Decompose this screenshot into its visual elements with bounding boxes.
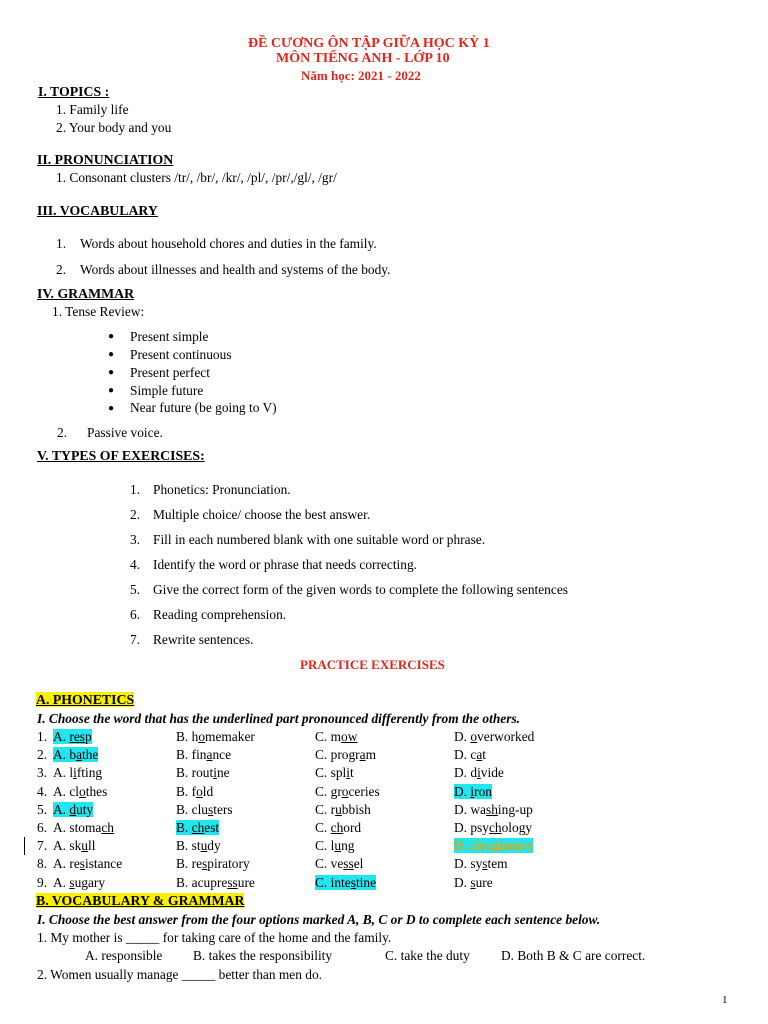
vocab-item-text: Words about illnesses and health and systems of the body. bbox=[80, 262, 391, 277]
page-number: 1 bbox=[722, 994, 728, 1006]
exercise-type-text: Reading comprehension. bbox=[153, 607, 287, 622]
option-d bbox=[454, 856, 508, 872]
pronunciation-item: 1. Consonant clusters /tr/, /br/, /kr/, /pl/, /pr/,/gl/, /gr/ bbox=[56, 170, 337, 185]
passive-voice: Passive voice. bbox=[87, 425, 163, 440]
option-d bbox=[454, 747, 486, 763]
exercise-type-number: 6. bbox=[130, 607, 141, 622]
document-title: ĐỀ CƯƠNG ÔN TẬP GIỮA HỌC KỲ 1 bbox=[248, 36, 490, 51]
question-number: 2. bbox=[37, 747, 48, 763]
tense-item: Present simple bbox=[130, 329, 209, 344]
underlined-sound: u bbox=[81, 838, 88, 854]
option-c bbox=[315, 856, 363, 872]
text-cursor bbox=[24, 837, 25, 855]
grammar-heading: IV. GRAMMAR bbox=[37, 286, 135, 301]
topic-item: 2. Your body and you bbox=[56, 120, 172, 135]
school-year: Năm học: 2021 - 2022 bbox=[301, 68, 421, 83]
question-number: 1. bbox=[37, 729, 48, 744]
exercise-type-text: Phonetics: Pronunciation. bbox=[153, 482, 291, 497]
option-d bbox=[454, 838, 533, 854]
question-number: 9. bbox=[37, 874, 48, 890]
exercise-type-text: Give the correct form of the given words to complete the following sentences bbox=[153, 582, 568, 597]
option-word: D. psychology bbox=[454, 820, 533, 835]
underlined-sound: s bbox=[79, 856, 85, 872]
option-d bbox=[454, 765, 504, 781]
option-d bbox=[454, 820, 532, 836]
tense-item: Near future (be going to V) bbox=[130, 400, 277, 415]
option-word: A. lifting bbox=[53, 765, 103, 781]
exercise-type-number: 3. bbox=[130, 532, 141, 547]
underlined-sound: u bbox=[335, 801, 342, 817]
underlined-sound: ow bbox=[341, 729, 358, 744]
option-word: D. divide bbox=[454, 765, 504, 781]
question-number: 6. bbox=[37, 820, 48, 835]
underlined-sound: a bbox=[476, 747, 483, 763]
exercise-type-text: Identify the word or phrase that needs correcting. bbox=[153, 557, 417, 572]
option-c bbox=[315, 838, 354, 854]
underlined-sound: ss bbox=[343, 856, 354, 872]
option-b bbox=[176, 820, 219, 836]
option-word: A. clothes bbox=[53, 783, 108, 799]
underlined-sound: s bbox=[69, 874, 75, 890]
option-word: B. respiratory bbox=[176, 856, 250, 872]
underlined-sound: o bbox=[196, 783, 203, 799]
underlined-sound: s bbox=[470, 874, 476, 890]
underlined-sound: i bbox=[346, 765, 350, 781]
phonetics-instruction: I. Choose the word that has the underlined part pronounced differently from the others. bbox=[37, 711, 520, 726]
underlined-sound: u bbox=[200, 838, 208, 854]
document-subject: MÔN TIẾNG ANH - LỚP 10 bbox=[276, 51, 450, 66]
question-number: 8. bbox=[37, 856, 48, 872]
option-word: A. resp bbox=[53, 729, 92, 744]
option-word: B. homemaker bbox=[176, 729, 255, 744]
option-word: B. fold bbox=[176, 783, 214, 799]
option-word: A. duty bbox=[53, 801, 94, 817]
question-number: 4. bbox=[37, 783, 48, 799]
underlined-sound: s bbox=[208, 801, 214, 817]
exercise-type-text: Fill in each numbered blank with one suitable word or phrase. bbox=[153, 532, 486, 547]
option-word: C. groceries bbox=[315, 783, 380, 799]
underlined-sound: i bbox=[477, 765, 481, 781]
option-word: B. chest bbox=[176, 820, 220, 835]
option-word: C. chord bbox=[315, 820, 362, 835]
pronunciation-heading: II. PRONUNCIATION bbox=[37, 152, 174, 167]
option-a bbox=[53, 802, 93, 818]
option-a bbox=[53, 875, 105, 891]
question-number: 3. bbox=[37, 765, 48, 781]
option-word: B. clusters bbox=[176, 801, 233, 817]
option-c bbox=[315, 765, 354, 781]
underlined-sound: ch bbox=[101, 820, 114, 835]
phonetics-heading bbox=[36, 692, 134, 708]
option-a bbox=[53, 856, 122, 872]
underlined-sound: i bbox=[213, 765, 217, 781]
question-2: 2. Women usually manage _____ better than men do. bbox=[37, 967, 323, 982]
option-b bbox=[176, 802, 233, 818]
option-c bbox=[315, 820, 361, 836]
passive-number: 2. bbox=[57, 425, 68, 440]
option-word: A. skull bbox=[53, 838, 96, 854]
vocab-grammar-heading bbox=[36, 893, 244, 909]
underlined-sound: u bbox=[491, 838, 500, 854]
option-b bbox=[176, 729, 255, 745]
exercise-type-number: 5. bbox=[130, 582, 141, 597]
bullet-icon: ● bbox=[108, 403, 115, 414]
underlined-sound: i bbox=[73, 765, 77, 781]
option-word: B. study bbox=[176, 838, 221, 854]
option-b bbox=[176, 784, 213, 800]
option-word: C. intestine bbox=[315, 874, 377, 890]
option-c bbox=[315, 875, 376, 891]
option-word: D. sure bbox=[454, 874, 493, 890]
practice-heading: PRACTICE EXERCISES bbox=[300, 657, 445, 672]
underlined-sound: ch bbox=[191, 820, 205, 835]
option-word: C. mow bbox=[315, 729, 358, 744]
bullet-icon: ● bbox=[108, 349, 115, 360]
option-word: D. iron bbox=[454, 783, 492, 799]
bullet-icon: ● bbox=[108, 331, 115, 342]
option-word: D. washing-up bbox=[454, 801, 533, 817]
option-word: C. vessel bbox=[315, 856, 364, 872]
option-a bbox=[53, 820, 114, 836]
option-b bbox=[176, 838, 221, 854]
option-c bbox=[315, 729, 357, 745]
vocab-item-text: Words about household chores and duties in the family. bbox=[80, 236, 377, 251]
option-word: C. program bbox=[315, 747, 377, 763]
exercise-type-text: Multiple choice/ choose the best answer. bbox=[153, 507, 371, 522]
vocab-item-number: 1. bbox=[56, 236, 67, 251]
underlined-sound: s bbox=[202, 856, 208, 872]
underlined-sound: a bbox=[76, 747, 83, 763]
option-b bbox=[176, 765, 230, 781]
exercise-type-number: 7. bbox=[130, 632, 141, 647]
underlined-sound: o bbox=[470, 729, 478, 744]
option-b bbox=[176, 875, 255, 891]
option-word: C. lung bbox=[315, 838, 355, 854]
underlined-sound: ss bbox=[227, 874, 238, 890]
tense-review: 1. Tense Review: bbox=[52, 304, 145, 319]
exercise-type-text: Rewrite sentences. bbox=[153, 632, 254, 647]
option-word: A. bathe bbox=[53, 747, 99, 763]
option-word: D. system bbox=[454, 856, 508, 872]
option-word: B. acupressure bbox=[176, 874, 255, 890]
underlined-sound: i bbox=[470, 783, 475, 799]
exercise-type-number: 4. bbox=[130, 557, 141, 572]
vocab-grammar-instruction: I. Choose the best answer from the four options marked A, B, C or D to complete each sentence below. bbox=[37, 912, 601, 927]
option-d bbox=[454, 729, 534, 745]
underlined-sound: a bbox=[206, 747, 213, 763]
underlined-sound: s bbox=[350, 874, 356, 890]
tense-item: Simple future bbox=[130, 383, 204, 398]
q1-option-d: D. Both B & C are correct. bbox=[501, 948, 646, 963]
q1-option-c: C. take the duty bbox=[385, 948, 470, 963]
tense-item: Present continuous bbox=[130, 347, 232, 362]
underlined-sound: o bbox=[341, 783, 349, 799]
vocab-grammar-heading-text: B. VOCABULARY & GRAMMAR bbox=[36, 893, 245, 908]
option-a bbox=[53, 747, 98, 763]
option-word: C. rubbish bbox=[315, 801, 371, 817]
option-a bbox=[53, 765, 102, 781]
underlined-sound: ch bbox=[488, 820, 502, 835]
exercise-type-number: 2. bbox=[130, 507, 141, 522]
option-word: D. overworked bbox=[454, 729, 535, 744]
exercise-types-heading: V. TYPES OF EXERCISES: bbox=[37, 448, 205, 463]
topics-heading: I. TOPICS : bbox=[38, 84, 110, 99]
option-d bbox=[454, 875, 493, 891]
option-c bbox=[315, 802, 371, 818]
option-word: B. finance bbox=[176, 747, 232, 763]
underlined-sound: res bbox=[69, 729, 85, 744]
option-a bbox=[53, 784, 107, 800]
option-a bbox=[53, 838, 95, 854]
option-word: B. routine bbox=[176, 765, 230, 781]
vocabulary-heading: III. VOCABULARY bbox=[37, 203, 158, 218]
question-number: 7. bbox=[37, 838, 48, 854]
underlined-sound: u bbox=[334, 838, 342, 854]
option-d bbox=[454, 784, 492, 800]
vocab-item-number: 2. bbox=[56, 262, 67, 277]
exercise-type-number: 1. bbox=[130, 482, 141, 497]
option-c bbox=[315, 784, 380, 800]
bullet-icon: ● bbox=[108, 385, 115, 396]
option-word: A. sugary bbox=[53, 874, 106, 890]
underlined-sound: s bbox=[482, 856, 488, 872]
q1-option-b: B. takes the responsibility bbox=[193, 948, 333, 963]
phonetics-heading-text: A. PHONETICS bbox=[36, 692, 135, 707]
option-b bbox=[176, 747, 231, 763]
underlined-sound: o bbox=[79, 783, 86, 799]
underlined-sound: ch bbox=[330, 820, 344, 835]
tense-item: Present perfect bbox=[130, 365, 210, 380]
option-d bbox=[454, 802, 533, 818]
question-number: 5. bbox=[37, 801, 48, 817]
option-b bbox=[176, 856, 250, 872]
q1-option-a: A. responsible bbox=[85, 948, 163, 963]
option-word: C. split bbox=[315, 765, 354, 781]
question-1: 1. My mother is _____ for taking care of the home and the family. bbox=[37, 930, 392, 945]
option-word: A. resistance bbox=[53, 856, 123, 872]
bullet-icon: ● bbox=[108, 367, 115, 378]
underlined-sound: a bbox=[359, 747, 366, 763]
option-a bbox=[53, 729, 92, 745]
option-word: D. cat bbox=[454, 747, 486, 763]
underlined-sound: o bbox=[198, 729, 206, 744]
option-word: A. stomach bbox=[53, 820, 114, 835]
topic-item: 1. Family life bbox=[56, 102, 129, 117]
underlined-sound: d bbox=[69, 801, 77, 817]
underlined-sound: sh bbox=[485, 801, 498, 817]
option-c bbox=[315, 747, 376, 763]
option-word: D. circulatory bbox=[454, 838, 534, 854]
